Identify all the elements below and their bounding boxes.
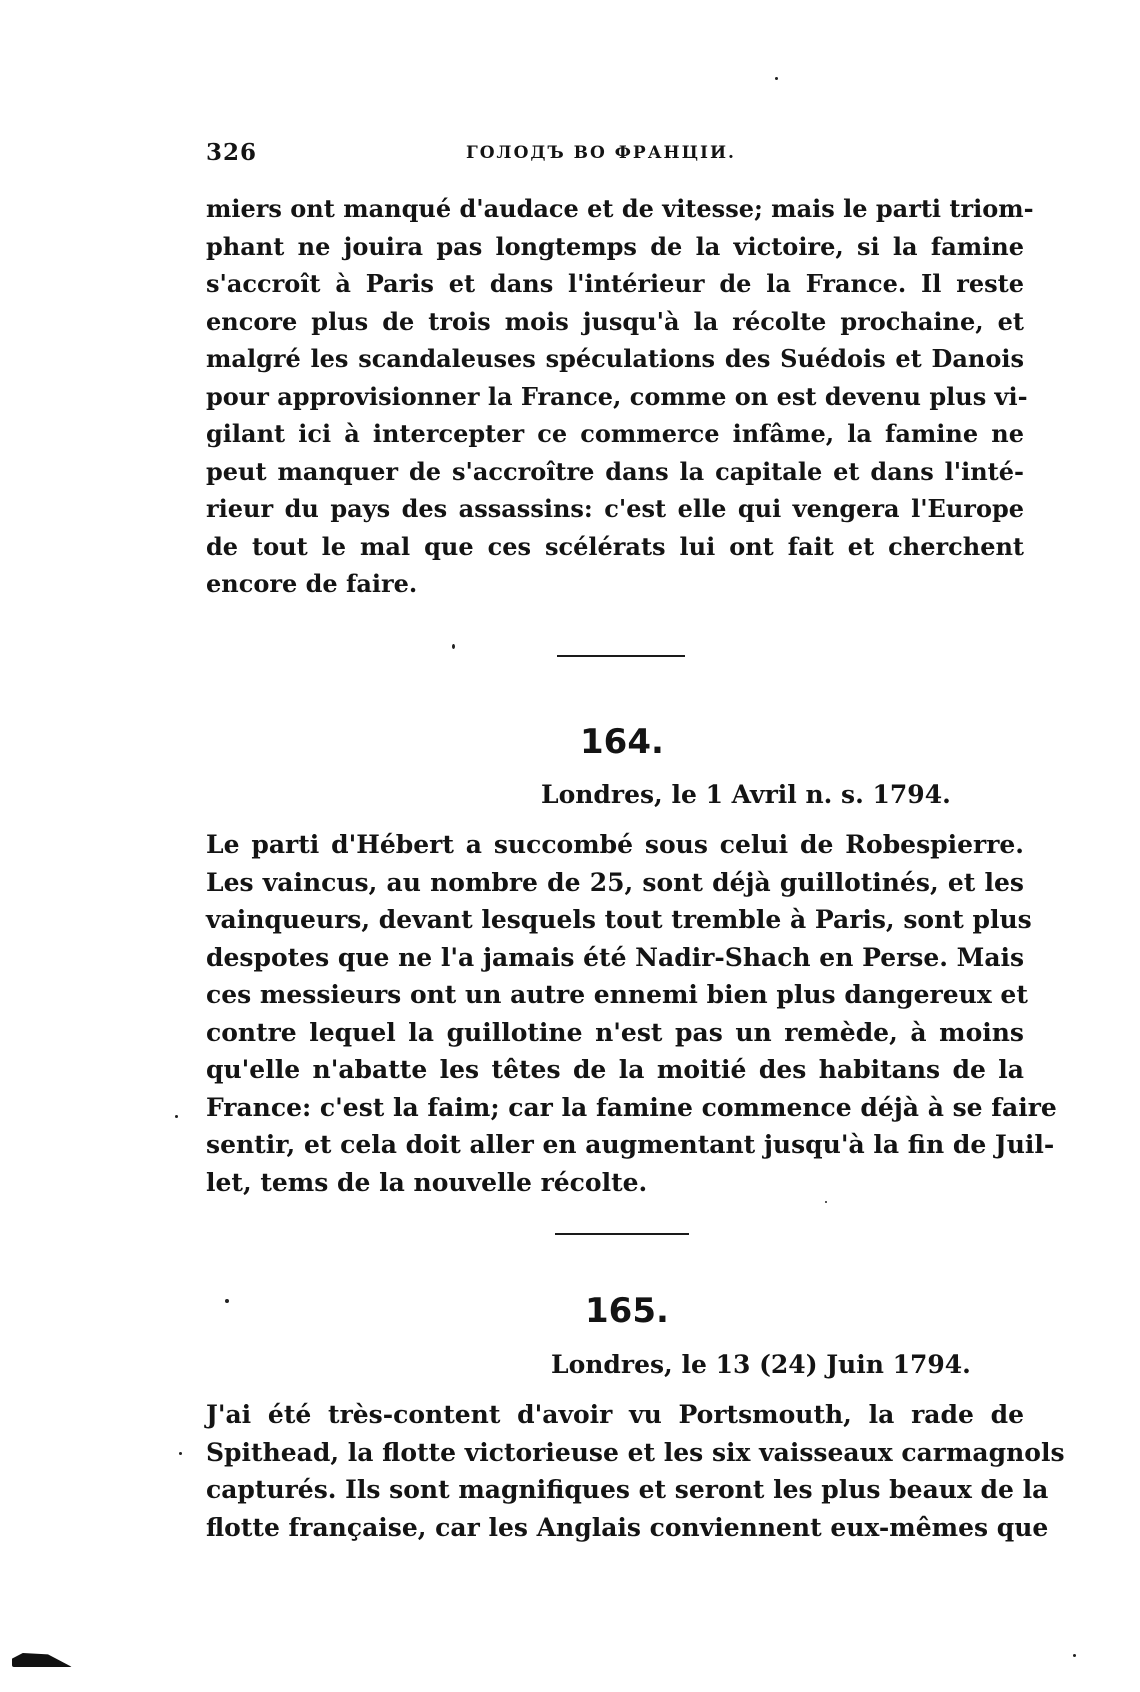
section-divider: [555, 1233, 689, 1235]
scan-speck: [225, 1299, 229, 1303]
scan-speck: [1073, 1654, 1076, 1657]
text-line: rieur du pays des assassins: c'est elle qui vengera l'Europe: [206, 494, 1024, 523]
text-line: contre lequel la guillotine n'est pas un remède, à moins: [206, 1017, 1024, 1047]
opening-paragraph: [206, 190, 1034, 603]
letter-164-body: [206, 826, 1057, 1201]
text-line: despotes que ne l'a jamais été Nadir-Shach en Perse. Mais: [206, 942, 1025, 972]
scan-edge-mark: [12, 1653, 72, 1667]
text-line: Spithead, la flotte victorieuse et les six vaisseaux carmagnols: [206, 1437, 1065, 1467]
text-line: J'ai été très-content d'avoir vu Portsmouth, la rade de: [206, 1400, 1024, 1429]
text-line: flotte française, car les Anglais conviennent eux-mêmes que: [206, 1512, 1049, 1542]
text-line: ces messieurs ont un autre ennemi bien plus dangereux et: [206, 980, 1028, 1009]
text-line: de tout le mal que ces scélérats lui ont fait et cherchent: [206, 531, 1024, 561]
text-line: phant ne jouira pas longtemps de la victoire, si la famine: [206, 231, 1024, 261]
text-line: vainqueurs, devant lesquels tout tremble à Paris, sont plus: [206, 905, 1032, 934]
letter-number: 164.: [580, 722, 664, 762]
text-line: pour approvisionner la France, comme on est devenu plus vi-: [206, 381, 1028, 411]
scan-speck: [775, 77, 778, 80]
letter-dateline: Londres, le 13 (24) Juin 1794.: [551, 1350, 971, 1379]
scan-speck: [179, 1452, 182, 1455]
text-line: peut manquer de s'accroître dans la capitale et dans l'inté-: [206, 456, 1024, 486]
letter-number: 165.: [585, 1291, 669, 1331]
section-divider: [557, 655, 685, 657]
text-line: France: c'est la faim; car la famine commence déjà à se faire: [206, 1092, 1057, 1122]
text-line: encore de faire.: [206, 569, 418, 598]
page-number: 326: [206, 139, 258, 166]
text-line: capturés. Ils sont magnifiques et seront les plus beaux de la: [206, 1475, 1049, 1504]
text-line: sentir, et cela doit aller en augmentant jusqu'à la fin de Juil-: [206, 1130, 1055, 1159]
text-line: gilant ici à intercepter ce commerce infâme, la famine ne: [206, 419, 1024, 448]
scan-speck: [452, 644, 455, 649]
letter-165-body: [206, 1396, 1065, 1546]
scan-speck: [825, 1201, 827, 1203]
scan-speck: [175, 1115, 178, 1118]
text-line: Le parti d'Hébert a succombé sous celui de Robespierre.: [206, 830, 1024, 859]
text-line: encore plus de trois mois jusqu'à la récolte prochaine, et: [206, 306, 1024, 336]
page-header: [206, 139, 1024, 177]
text-line: malgré les scandaleuses spéculations des Suédois et Danois: [206, 344, 1024, 373]
text-line: let, tems de la nouvelle récolte.: [206, 1167, 648, 1197]
running-title: ГОЛОДЪ ВО ФРАНЦІИ.: [466, 143, 736, 163]
text-line: miers ont manqué d'audace et de vitesse; mais le parti triom-: [206, 194, 1034, 223]
text-line: Les vaincus, au nombre de 25, sont déjà guillotinés, et les: [206, 867, 1024, 897]
letter-dateline: Londres, le 1 Avril n. s. 1794.: [541, 780, 951, 809]
text-line: qu'elle n'abatte les têtes de la moitié des habitans de la: [206, 1055, 1024, 1084]
text-line: s'accroît à Paris et dans l'intérieur de la France. Il reste: [206, 269, 1024, 298]
